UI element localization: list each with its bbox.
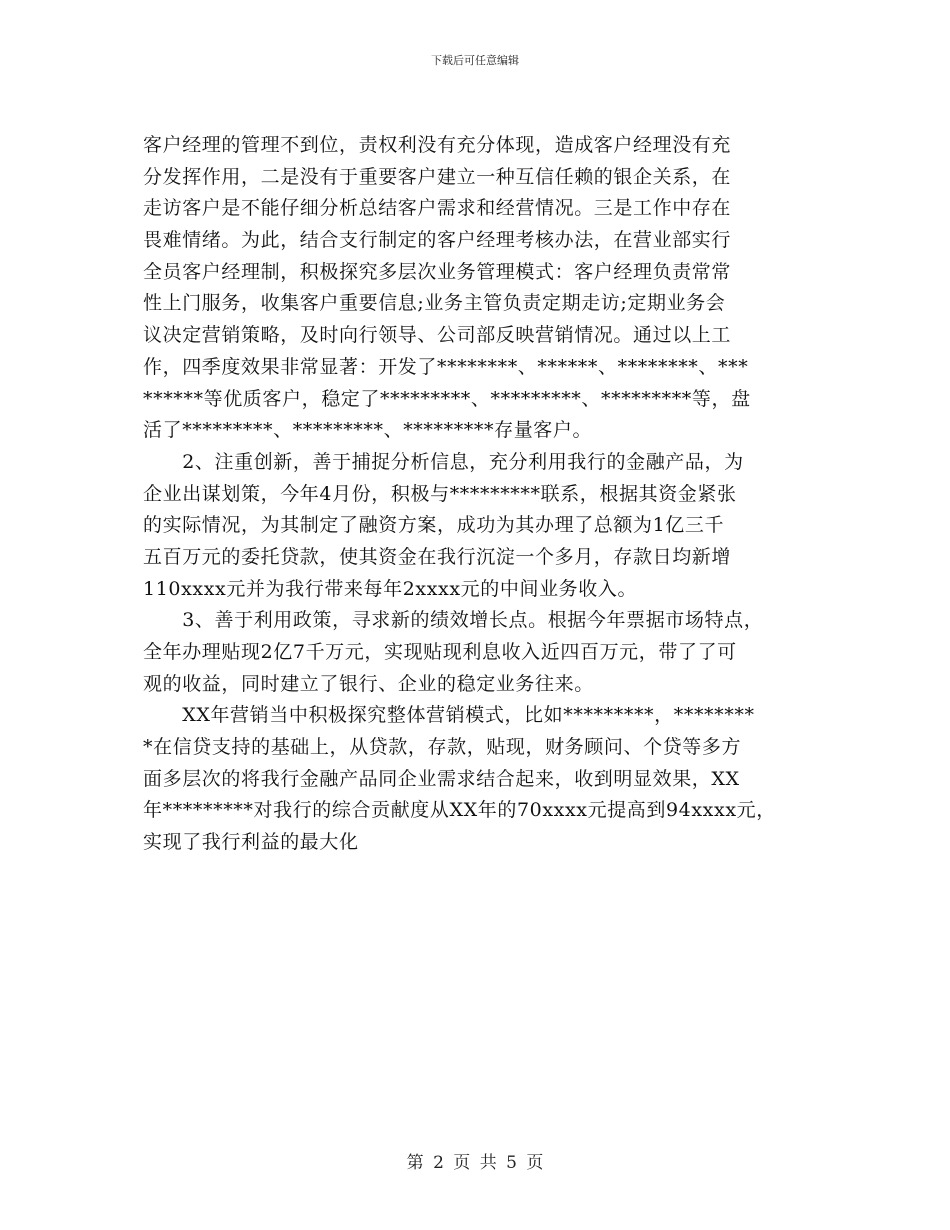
text-line: 畏难情绪。为此，结合支行制定的客户经理考核办法，在营业部实行 <box>143 229 732 252</box>
text-line: 走访客户是不能仔细分析总结客户需求和经营情况。三是工作中存在 <box>143 197 732 220</box>
text-line: 3、善于利用政策，寻求新的绩效增长点。根据今年票据市场特点， <box>143 609 764 632</box>
text-line: 议决定营销策略，及时向行领导、公司部反映营销情况。通过以上工 <box>143 324 732 347</box>
text-line: 全年办理贴现2亿7千万元，实现贴现利息收入近四百万元，带了了可 <box>143 641 737 663</box>
text-line: 2、注重创新，善于捕捉分析信息，充分利用我行的金融产品，为 <box>143 450 744 473</box>
text-line: 实现了我行利益的最大化 <box>143 831 359 854</box>
text-line: 观的收益，同时建立了银行、企业的稳定业务往来。 <box>143 672 594 695</box>
text-line: XX年营销当中积极探究整体营销模式，比如*********，******** <box>143 704 755 727</box>
text-line: ******等优质客户，稳定了*********、*********、*********等，盘 <box>143 387 751 410</box>
text-line: 年*********对我行的综合贡献度从XX年的70xxxx元提高到94xxxx元， <box>143 799 776 822</box>
text-line: *在信贷支持的基础上，从贷款，存款，贴现，财务顾问、个贷等多方 <box>143 736 742 759</box>
text-line: 面多层次的将我行金融产品同企业需求结合起来，收到明显效果，XX <box>143 767 740 790</box>
text-line: 的实际情况，为其制定了融资方案，成功为其办理了总额为1亿三千 <box>143 514 725 537</box>
page-header: 下载后可任意编辑 <box>431 54 519 67</box>
text-line: 分发挥作用，二是没有于重要客户建立一种互信任赖的银企关系，在 <box>143 165 732 188</box>
text-line: 性上门服务，收集客户重要信息;业务主管负责定期走访;定期业务会 <box>143 292 726 315</box>
page-number: 第 2 页 共 5 页 <box>406 1153 544 1173</box>
text-line: 客户经理的管理不到位，责权利没有充分体现，造成客户经理没有充 <box>143 134 732 156</box>
text-line: 全员客户经理制，积极探究多层次业务管理模式：客户经理负责常常 <box>143 260 732 283</box>
text-line: 作，四季度效果非常显著：开发了********、******、********、*** <box>143 355 749 378</box>
text-line: 企业出谋划策，今年4月份，积极与*********联系，根据其资金紧张 <box>143 482 737 505</box>
text-line: 五百万元的委托贷款，使其资金在我行沉淀一个多月，存款日均新增 <box>143 545 732 568</box>
text-line: 110xxxx元并为我行带来每年2xxxx元的中间业务收入。 <box>143 577 638 600</box>
document-body <box>143 130 813 859</box>
text-line: 活了*********、*********、*********存量客户。 <box>143 419 593 442</box>
